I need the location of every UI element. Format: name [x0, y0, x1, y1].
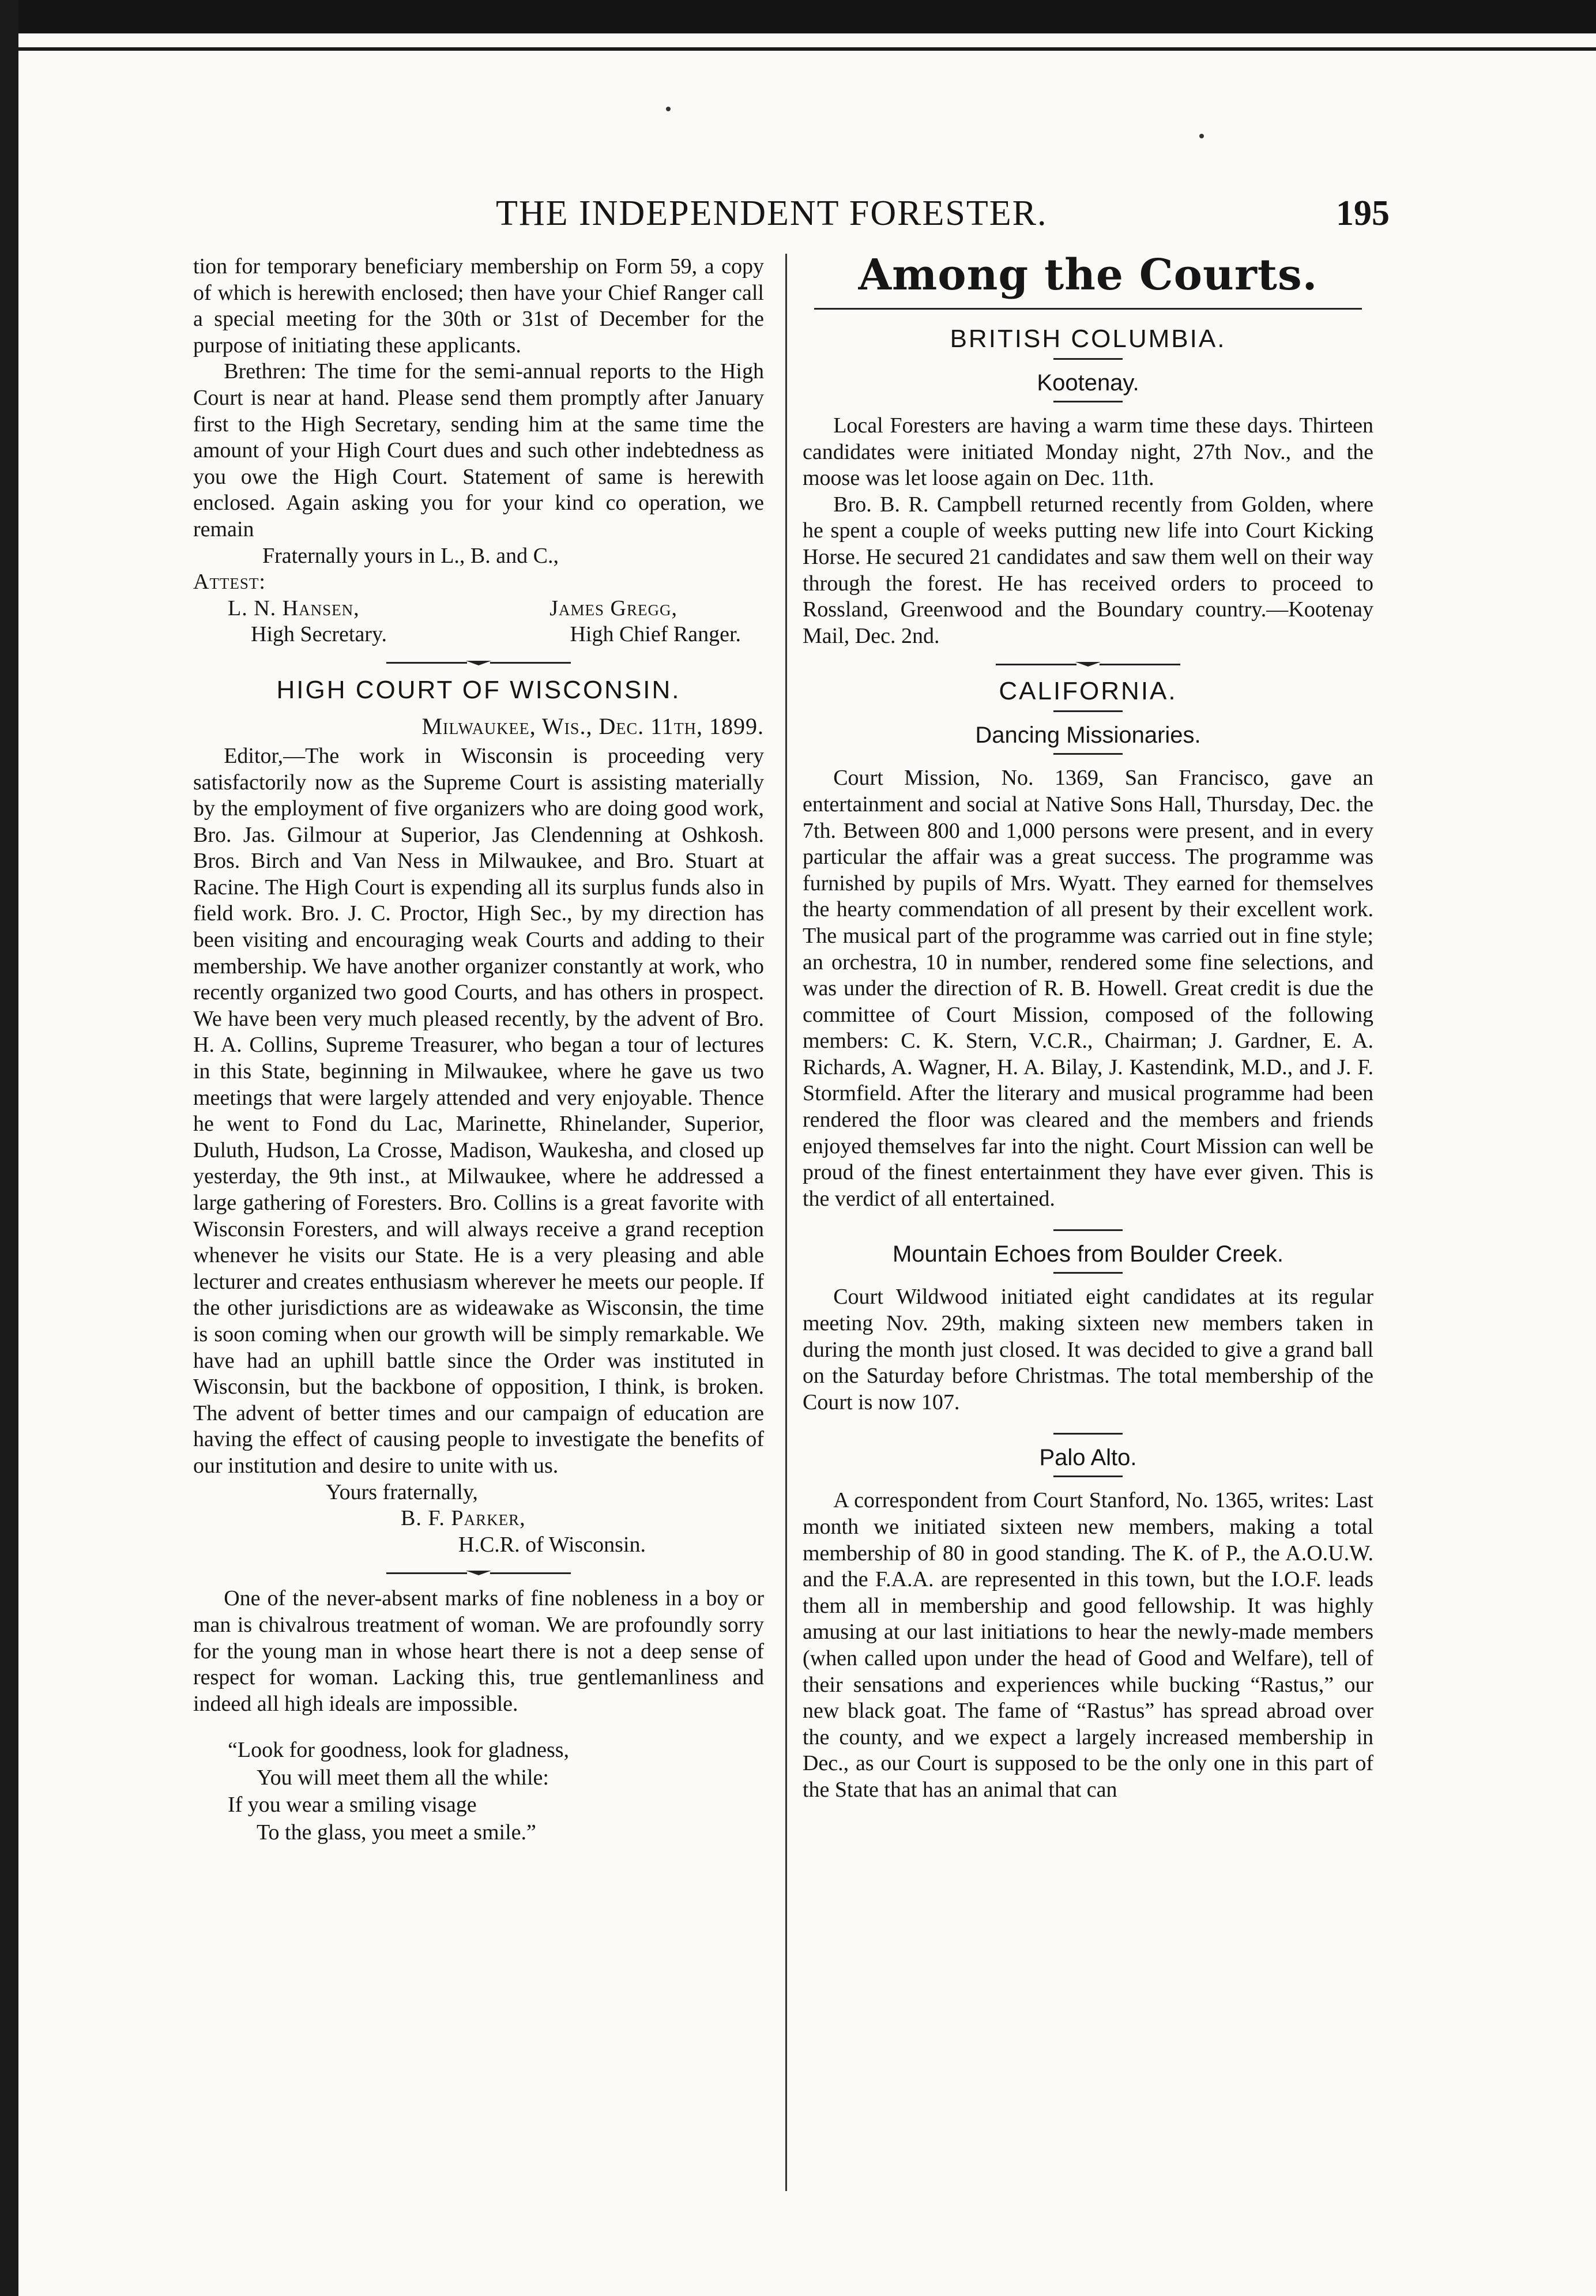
ornament-divider: [193, 661, 764, 665]
scan-top-line: [18, 47, 1596, 51]
palo-alto-subheading: Palo Alto.: [1039, 1445, 1137, 1471]
dancing-missionaries-paragraph: Court Mission, No. 1369, San Francisco, gave an entertainment and social at Native Sons Hall, Thursday, Dec. the 7th. Between 800 and 1,000 persons were present, and in every particular the affair was a great success. The programme was furnished by pupils of Mrs. Wyatt. They earned for themselves the hearty commendation of all present by their excellent work. The musical part of the programme was carried out in fine style; an orchestra, 10 in number, rendered some fine selections, and was under the direction of R. B. Howell. Great credit is due the committee of Court Mission, composed of the following members: C. K. Stern, V.C.R., Chairman; J. Gardner, E. A. Richards, A. Wagner, H. A. Bilay, J. Kastendink, M.D., and J. F. Stormfield. After the literary and musical programme had been rendered the floor was cleared and the members and friends enjoyed themselves far into the night. Court Mission can well be proud of the finest entertainment they have ever given. This is the verdict of all entertained.: [803, 766, 1373, 1211]
wisconsin-heading: HIGH COURT OF WISCONSIN.: [276, 675, 681, 704]
signature-titles: [193, 622, 764, 648]
wisconsin-closing: Yours fraternally,: [326, 1480, 478, 1504]
wisconsin-letter-body: Editor,—The work in Wisconsin is proceeding very satisfactorily now as the Supreme Court is assisting materially by the employment of five organizers who are doing good work, Bro. Jas. Gilmour at Superior, Jas Clendenning at Oshkosh. Bros. Birch and Van Ness in Milwaukee, and Bro. Stuart at Racine. The High Court is expending all its surplus funds also in field work. Bro. J. C. Proctor, High Sec., by my direction has been visiting and encouraging weak Courts and adding to their membership. We have another organizer constantly at work, who recently organized two good Courts, and has others in prospect. We have been very much pleased recently, by the advent of Bro. H. A. Collins, Supreme Treasurer, who began a tour of lectures in this State, beginning in Milwaukee, where he gave us two meetings that were largely attended and very enjoyable. Thence he went to Fond du Lac, Marinette, Rhinelander, Superior, Duluth, Hudson, La Crosse, Madison, Waukesha, and closed up yesterday, the 9th inst., at Milwaukee, where he addressed a large gathering of Foresters. Bro. Collins is a great favorite with Wisconsin Foresters, and will always receive a grand reception whenever he visits our State. He is a very pleasing and able lecturer and creates enthusiasm wherever he meets our people. If the other jurisdictions are as wideawake as Wisconsin, the time is soon coming when our growth will be simply remarkable. We have had an uphill battle since the Order was instituted in Wisconsin, but the backbone of opposition, I think, is broken. The advent of better times and our campaign of education are having the effect of causing people to investigate the benefits of our institution and desire to unite with us.: [193, 743, 764, 1478]
kootenay-paragraph-1: Local Foresters are having a warm time these days. Thirteen candidates were initiated Monday night, 27th Nov., and the moose was let loose again on Dec. 11th.: [803, 413, 1373, 491]
nobleness-paragraph: One of the never-absent marks of fine nobleness in a boy or man is chivalrous treatment of woman. We are profoundly sorry for the young man in whose heart there is not a deep sense of respect for woman. Lacking this, true gentlemanliness and indeed all high ideals are impossible.: [193, 1586, 764, 1716]
column-divider: [785, 254, 787, 2191]
signature-name-hansen: L. N. Hansen,: [228, 596, 360, 620]
closing-line: Fraternally yours in L., B. and C.,: [262, 543, 559, 568]
kootenay-subheading: Kootenay.: [1037, 370, 1139, 396]
running-title: THE INDEPENDENT FORESTER.: [496, 194, 1048, 233]
ornament-divider: [803, 662, 1373, 667]
signature-title-ranger: High Chief Ranger.: [570, 622, 741, 647]
short-rule: [1053, 753, 1123, 755]
dancing-missionaries-subheading: Dancing Missionaries.: [975, 722, 1201, 748]
verse-line: You will meet them all the while:: [257, 1765, 549, 1790]
signature-names: [193, 596, 764, 622]
signature-title-secretary: High Secretary.: [251, 622, 387, 647]
short-rule: [1053, 1272, 1123, 1274]
attest-label: Attest:: [193, 570, 266, 594]
scan-speck: [1199, 134, 1204, 138]
verse-line: “Look for goodness, look for gladness,: [228, 1738, 570, 1763]
kootenay-paragraph-2: Bro. B. R. Campbell returned recently from Golden, where he spent a couple of weeks putting new life into Court Kicking Horse. He secured 21 candidates and saw them well on their way through the forest. He has received orders to proceed to Rossland, Greenwood and the Boundary country.—Kootenay Mail, Dec. 2nd.: [803, 492, 1373, 648]
page-header: [208, 193, 1390, 245]
boulder-creek-subheading: Mountain Echoes from Boulder Creek.: [892, 1241, 1284, 1267]
wisconsin-signature-title: H.C.R. of Wisconsin.: [458, 1532, 646, 1557]
continued-paragraph: tion for temporary beneficiary membership on Form 59, a copy of which is herewith enclosed; then have your Chief Ranger call a special meeting for the 30th or 31st of December for the purpose of initiating these applicants.: [193, 254, 764, 357]
short-rule: [1053, 401, 1123, 402]
palo-alto-paragraph: A correspondent from Court Stanford, No. 1365, writes: Last month we initiated sixteen new members, making a total membership of 80 in good standing. The K. of P., the A.O.U.W. and the F.A.A. are represented in this town, but the I.O.F. leads them all in membership and good fellowship. It was highly amusing at our last initiations to hear the newly-made members (when called upon under the head of Good and Welfare), tell of their sensations and experiences while bucking “Rastus,” our new black goat. The fame of “Rastus” has spread abroad over the county, and we expect a largely increased membership in Dec., as our Court is supposed to be the only one in this part of the State that has an animal that can: [803, 1488, 1373, 1802]
boulder-creek-paragraph: Court Wildwood initiated eight candidates at its regular meeting Nov. 29th, making sixteen new members taken in during the month just closed. It was decided to give a grand ball on the Saturday before Christmas. The total membership of the Court is now 107.: [803, 1285, 1373, 1414]
page-number: 195: [1336, 194, 1390, 233]
closing-verse: [228, 1737, 764, 1846]
right-column: [803, 250, 1373, 2203]
scan-speck: [666, 107, 671, 111]
left-column: [193, 254, 764, 2203]
short-rule: [1053, 1433, 1123, 1435]
wisconsin-signature-name: B. F. Parker,: [401, 1506, 526, 1531]
british-columbia-heading: BRITISH COLUMBIA.: [950, 325, 1226, 353]
short-rule: [1053, 710, 1123, 712]
short-rule: [1053, 1229, 1123, 1231]
california-heading: CALIFORNIA.: [999, 677, 1177, 706]
scan-top-border: [0, 0, 1596, 33]
verse-line: To the glass, you meet a smile.”: [257, 1820, 536, 1845]
signature-name-gregg: James Gregg,: [549, 596, 677, 620]
section-title: Among the Courts.: [858, 250, 1318, 300]
ornament-divider: [193, 1571, 764, 1575]
verse-line: If you wear a smiling visage: [228, 1793, 477, 1817]
section-rule: [814, 308, 1362, 310]
scan-left-border: [0, 0, 18, 2296]
wisconsin-dateline: Milwaukee, Wis., Dec. 11th, 1899.: [421, 713, 764, 739]
short-rule: [1053, 1476, 1123, 1477]
brethren-paragraph: Brethren: The time for the semi-annual reports to the High Court is near at hand. Please send them promptly after January first to the High Secretary, sending him at the same time the amount of your High Court dues and such other indebtedness as you owe the High Court. Statement of same is herewith enclosed. Again asking you for your kind co operation, we remain: [193, 359, 764, 541]
short-rule: [1053, 358, 1123, 360]
